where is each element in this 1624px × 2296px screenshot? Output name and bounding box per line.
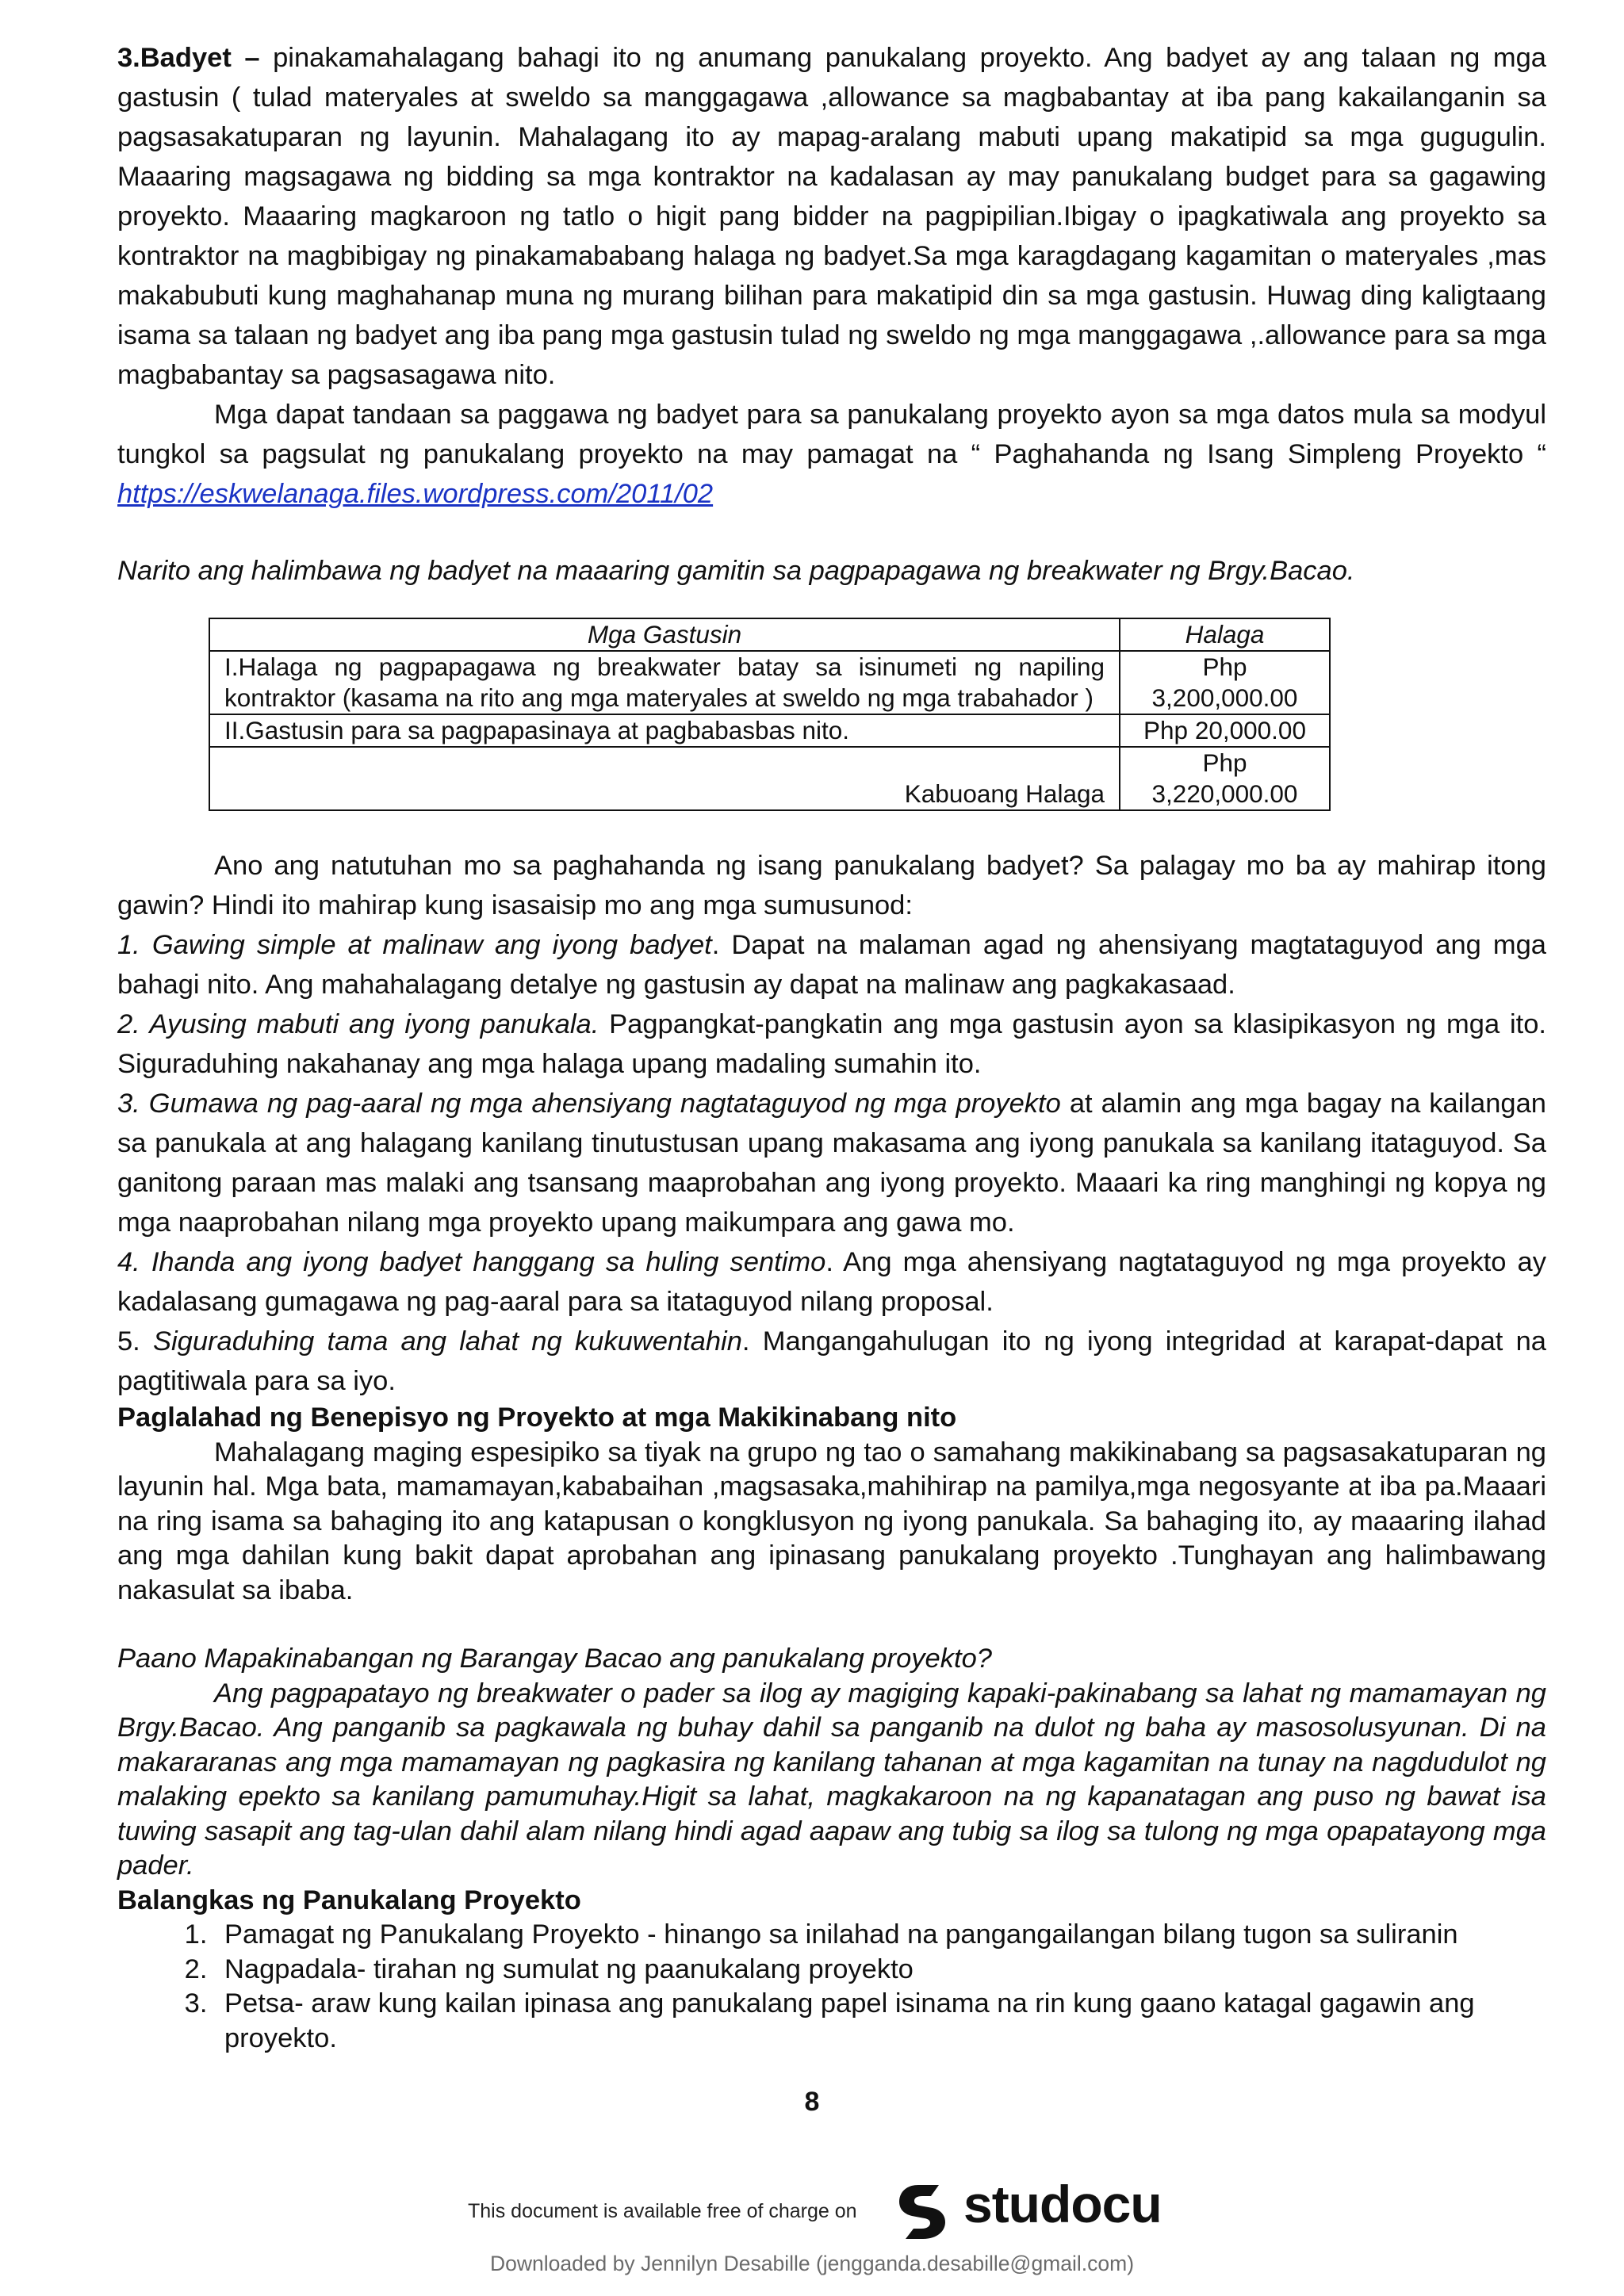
benefits-heading: Paglalahad ng Benepisyo ng Proyekto at mga Makikinabang nito [117, 1402, 957, 1433]
row-item: I.Halaga ng pagpapagawa ng breakwater batay sa isinumeti ng napiling kontraktor (kasama na rito ang mga materyales at sweldo ng mga trabahador ) [209, 651, 1120, 714]
lesson-rest: . Ang mga ahensiyang nagtataguyod ng mga proyekto ay kadalasang gumagawa ng pag-aaral para sa itataguyod nilang proposal. [117, 1247, 1546, 1317]
example-intro: Narito ang halimbawa ng badyet na maaaring gamitin sa pagpapagawa ng breakwater ng Brgy.Bacao. [117, 556, 1355, 586]
download-note: Downloaded by Jennilyn Desabille (jengganda.desabille@gmail.com) [489, 2252, 1135, 2275]
header-expenses: Mga Gastusin [209, 618, 1120, 651]
benefits-body: Mahalagang maging espesipiko sa tiyak na grupo ng tao o samahang makikinabang sa pagsasakatuparan ng layunin hal. Mga bata, mamamayan,kababaihan ,magsasaka,mahihirap na pamilya,mga negosyante at iba pa.Maaari na ring isama sa bahaging ito ang katapusan o kongklusyon ng iyong panukala. Sa bahaging ito, ay maaaring ilahad ang mga dahilan kung bakit dapat aprobahan ang ipinasang panukalang proyekto .Tunghayan ang halimbawang nakasulat sa ibaba. [117, 1437, 1546, 1605]
badyet-body: pinakamahalagang bahagi ito ng anumang panukalang proyekto. Ang badyet ay ang talaan ng mga gastusin ( tulad materyales at sweldo sa manggagawa ,allowance sa magbabantay at iba pang kakailanganin sa pagsasakatuparan ng layunin. Mahalagang ito ay mapag-aralang mabuti upang makatipid sa mga gugugulin. Maaaring magsagawa ng bidding sa mga kontraktor na kadalasan ay may panukalang budget para sa gagawing proyekto. Maaaring magkaroon ng tatlo o higit pang bidder na pagpipilian.Ibigay o ipagkatiwala ang proyekto sa kontraktor na magbibigay ng pinakamababang halaga ng badyet.Sa mga karagdagang kagamitan o materyales ,mas makabubuti kung maghahanap muna ng murang bilihan para makatipid din sa mga gastusin. Huwag ding kaligtaang isama sa talaan ng badyet ang iba pang mga gastusin tulad ng sweldo ng mga manggagawa ,.allowance para sa mga magbabantay sa pagsasagawa nito. [117, 43, 1546, 390]
total-amount [1120, 747, 1330, 810]
badyet-paragraph [117, 38, 1546, 395]
page-number: 8 [804, 2087, 820, 2117]
lesson-lead: 1. Gawing simple at malinaw ang iyong badyet [117, 930, 712, 960]
row-amount [1120, 651, 1330, 714]
lesson-item [117, 1084, 1546, 1242]
list-item: 1. Pamagat ng Panukalang Proyekto - hinango sa inilahad na pangangailangan bilang tugon sa suliranin [215, 1918, 1546, 1953]
badyet-guidelines-paragraph [117, 395, 1546, 514]
total-currency: Php [1202, 748, 1247, 777]
budget-table [209, 618, 1331, 811]
table-row [209, 651, 1330, 714]
total-label: Kabuoang Halaga [209, 747, 1120, 810]
guidelines-text: Mga dapat tandaan sa paggawa ng badyet para sa panukalang proyekto ayon sa mga datos mula sa modyul tungkol sa pagsulat ng panukalang proyekto na may pamagat na “ Paghahanda ng Isang Simpleng Proyekto “ [117, 400, 1546, 469]
outline-list [117, 1918, 1546, 2056]
list-item: 2. Nagpadala- tirahan ng sumulat ng paanukalang proyekto [215, 1953, 1546, 1988]
lesson-lead: 2. Ayusing mabuti ang iyong panukala. [117, 1009, 599, 1039]
row-item: II.Gastusin para sa pagpapasinaya at pagbabasbas nito. [209, 714, 1120, 747]
source-link[interactable]: https://eskwelanaga.files.wordpress.com/2011/02 [117, 479, 714, 509]
budget-total-row [209, 747, 1330, 810]
lesson-rest: . Dapat na malaman agad ng ahensiyang magtataguyod ang mga bahagi nito. Ang mahahalagang detalye ng gastusin ay dapat na malinaw ang pagkakasaad. [117, 930, 1546, 1000]
lesson-rest: at alamin ang mga bagay na kailangan sa panukala at ang halagang kanilang tinutustusan upang makasama ang iyong panukala sa kanilang itataguyod. Sa ganitong paraan mas malaki ang tsansang maaprobahan ang iyong proyekto. Maaari ka ring manghingi ng kopya ng mga naaprobahan nilang mga proyekto upang maikumpara ang gawa mo. [117, 1089, 1546, 1238]
availability-note: This document is available free of charge on [468, 2200, 857, 2222]
lesson-item [117, 1004, 1546, 1084]
lesson-lead: 4. Ihanda ang iyong badyet hanggang sa huling sentimo [117, 1247, 826, 1277]
header-amount: Halaga [1120, 618, 1330, 651]
studocu-brand[interactable]: studocu [963, 2175, 1162, 2233]
row-amount-value: 3,200,000.00 [1151, 683, 1298, 712]
badyet-heading: 3.Badyet – [117, 43, 260, 73]
lessons-intro: Ano ang natutuhan mo sa paghahanda ng isang panukalang badyet? Sa palagay mo ba ay mahirap itong gawin? Hindi ito mahirap kung isasaisip mo ang mga sumusunod: [117, 851, 1546, 920]
table-row [209, 714, 1330, 747]
lesson-rest: Pagpangkat-pangkatin ang mga gastusin ayon sa klasipikasyon ng mga ito. Siguraduhing nakahanay ang mga halaga upang madaling sumahin ito. [117, 1009, 1546, 1079]
lesson-rest: . Mangangahulugan ito ng iyong integridad at karapat-dapat na pagtitiwala para sa iyo. [117, 1326, 1546, 1396]
row-amount: Php 20,000.00 [1120, 714, 1330, 747]
budget-header-row [209, 618, 1330, 651]
lesson-item [117, 925, 1546, 1004]
lesson-number: 5. [117, 1326, 153, 1357]
benefits-answer: Ang pagpapatayo ng breakwater o pader sa ilog ay magiging kapaki-pakinabang sa lahat ng mamamayan ng Brgy.Bacao. Ang panganib sa pagkawala ng buhay dahil sa panganib na dulot ng baha ay masosolusyunan. Di na makararanas ang mga mamamayan ng pagkasira ng kanilang tahanan at mga kagamitan na tunay na nagdudulot ng malaking epekto sa kanilang pamumuhay.Higit sa lahat, magkakaroon na ng kapanatagan ang puso ng bawat isa tuwing sasapit ang tag-ulan dahil alam nilang hindi agad aapaw ang tubig sa ilog sa tulong ng mga opapatayong mga pader. [117, 1678, 1546, 1881]
lesson-item [117, 1242, 1546, 1322]
studocu-logo-icon [894, 2180, 950, 2244]
benefits-question: Paano Mapakinabangan ng Barangay Bacao ang panukalang proyekto? [117, 1644, 992, 1674]
lesson-lead: 3. Gumawa ng pag-aaral ng mga ahensiyang nagtataguyod ng mga proyekto [117, 1089, 1061, 1119]
total-value: 3,220,000.00 [1151, 779, 1298, 808]
document-page [117, 38, 1546, 2056]
lesson-item [117, 1322, 1546, 1401]
outline-heading: Balangkas ng Panukalang Proyekto [117, 1885, 581, 1915]
row-amount-currency: Php [1202, 652, 1247, 681]
lesson-lead: Siguraduhing tama ang lahat ng kukuwentahin [153, 1326, 742, 1357]
list-item: 3. Petsa- araw kung kailan ipinasa ang panukalang papel isinama na rin kung gaano katagal gagawin ang proyekto. [215, 1987, 1546, 2056]
